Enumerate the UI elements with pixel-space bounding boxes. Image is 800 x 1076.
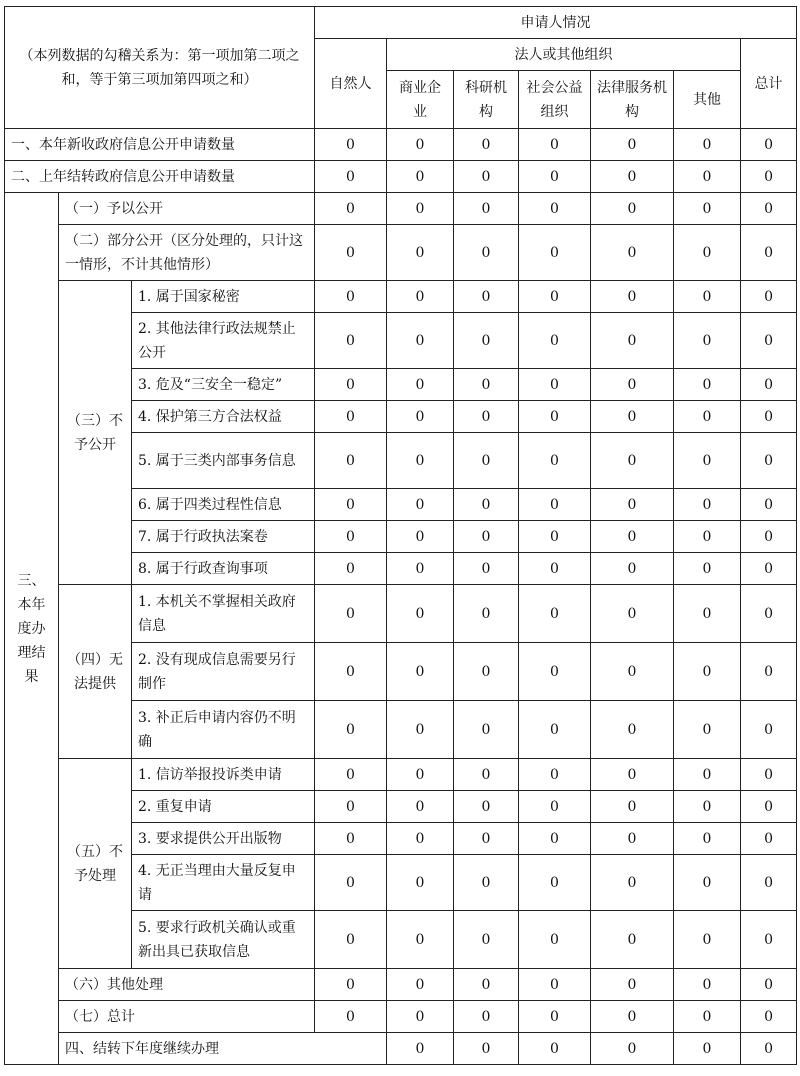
value-cell: 0 <box>454 281 519 313</box>
value-cell: 0 <box>674 911 741 969</box>
value-cell: 0 <box>519 129 591 161</box>
value-cell: 0 <box>674 823 741 855</box>
value-cell: 0 <box>454 489 519 521</box>
value-cell: 0 <box>741 643 797 701</box>
value-cell: 0 <box>519 643 591 701</box>
value-cell: 0 <box>591 401 674 433</box>
value-cell: 0 <box>591 489 674 521</box>
value-cell: 0 <box>387 969 454 1001</box>
value-cell: 0 <box>454 161 519 193</box>
header-note: （本列数据的勾稽关系为：第一项加第二项之和，等于第三项加第四项之和） <box>5 7 315 129</box>
value-cell: 0 <box>674 313 741 369</box>
value-cell: 0 <box>591 643 674 701</box>
value-cell: 0 <box>741 823 797 855</box>
header-applicant: 申请人情况 <box>315 7 797 39</box>
value-cell: 0 <box>591 855 674 911</box>
row-label: 四、结转下年度继续办理 <box>59 1033 387 1065</box>
row-label: 7. 属于行政执法案卷 <box>132 521 315 553</box>
value-cell: 0 <box>674 701 741 759</box>
value-cell: 0 <box>519 969 591 1001</box>
value-cell: 0 <box>741 489 797 521</box>
value-cell: 0 <box>387 433 454 489</box>
value-cell: 0 <box>591 161 674 193</box>
value-cell: 0 <box>741 193 797 225</box>
row-label: 2. 其他法律行政法规禁止公开 <box>132 313 315 369</box>
row-label: 二、上年结转政府信息公开申请数量 <box>5 161 315 193</box>
header-natural-person: 自然人 <box>315 39 387 129</box>
value-cell: 0 <box>674 369 741 401</box>
value-cell: 0 <box>387 791 454 823</box>
value-cell: 0 <box>519 193 591 225</box>
value-cell: 0 <box>674 129 741 161</box>
value-cell: 0 <box>741 855 797 911</box>
header-org-public-welfare: 社会公益组织 <box>519 71 591 129</box>
row-label: 6. 属于四类过程性信息 <box>132 489 315 521</box>
value-cell: 0 <box>674 225 741 281</box>
row-label: （一）予以公开 <box>59 193 315 225</box>
value-cell: 0 <box>741 433 797 489</box>
value-cell: 0 <box>387 281 454 313</box>
value-cell: 0 <box>741 911 797 969</box>
value-cell: 0 <box>454 759 519 791</box>
table-row <box>5 129 797 161</box>
value-cell: 0 <box>741 313 797 369</box>
value-cell: 0 <box>315 969 387 1001</box>
value-cell: 0 <box>519 1001 591 1033</box>
value-cell: 0 <box>387 1001 454 1033</box>
value-cell: 0 <box>454 313 519 369</box>
value-cell: 0 <box>315 823 387 855</box>
row-label: 一、本年新收政府信息公开申请数量 <box>5 129 315 161</box>
value-cell: 0 <box>387 701 454 759</box>
disclosure-report-table <box>4 6 797 1065</box>
value-cell: 0 <box>591 225 674 281</box>
value-cell: 0 <box>519 161 591 193</box>
value-cell: 0 <box>591 969 674 1001</box>
header-total: 总计 <box>741 39 797 129</box>
value-cell: 0 <box>591 553 674 585</box>
value-cell: 0 <box>674 553 741 585</box>
value-cell: 0 <box>519 433 591 489</box>
value-cell: 0 <box>674 193 741 225</box>
value-cell: 0 <box>315 193 387 225</box>
value-cell: 0 <box>454 969 519 1001</box>
row-label: 2. 重复申请 <box>132 791 315 823</box>
value-cell: 0 <box>454 433 519 489</box>
value-cell: 0 <box>674 433 741 489</box>
value-cell: 0 <box>741 701 797 759</box>
value-cell: 0 <box>519 911 591 969</box>
value-cell: 0 <box>454 643 519 701</box>
value-cell: 0 <box>315 911 387 969</box>
value-cell: 0 <box>387 585 454 643</box>
value-cell: 0 <box>519 823 591 855</box>
value-cell: 0 <box>519 855 591 911</box>
value-cell: 0 <box>591 1033 674 1065</box>
row-label: 8. 属于行政查询事项 <box>132 553 315 585</box>
value-cell: 0 <box>591 823 674 855</box>
value-cell: 0 <box>454 369 519 401</box>
value-cell: 0 <box>674 401 741 433</box>
table-row <box>5 585 797 643</box>
header-row-1 <box>5 7 797 39</box>
value-cell: 0 <box>315 161 387 193</box>
value-cell: 0 <box>741 553 797 585</box>
value-cell: 0 <box>674 521 741 553</box>
row-label: 3. 要求提供公开出版物 <box>132 823 315 855</box>
value-cell: 0 <box>591 313 674 369</box>
value-cell: 0 <box>387 553 454 585</box>
value-cell: 0 <box>674 855 741 911</box>
value-cell: 0 <box>741 401 797 433</box>
value-cell: 0 <box>387 823 454 855</box>
value-cell: 0 <box>674 489 741 521</box>
value-cell: 0 <box>454 823 519 855</box>
value-cell: 0 <box>387 401 454 433</box>
table-row <box>5 281 797 313</box>
value-cell: 0 <box>315 643 387 701</box>
value-cell: 0 <box>387 521 454 553</box>
table-row <box>5 1001 797 1033</box>
value-cell: 0 <box>591 701 674 759</box>
value-cell: 0 <box>387 129 454 161</box>
value-cell: 0 <box>741 225 797 281</box>
value-cell: 0 <box>315 585 387 643</box>
value-cell: 0 <box>519 225 591 281</box>
value-cell: 0 <box>387 225 454 281</box>
section-3-label: 三、本年度办理结果 <box>5 193 59 1065</box>
value-cell: 0 <box>315 791 387 823</box>
row-label: （二）部分公开（区分处理的，只计这一情形，不计其他情形） <box>59 225 315 281</box>
value-cell: 0 <box>591 1001 674 1033</box>
row-label: 3. 危及“三安全一稳定” <box>132 369 315 401</box>
value-cell: 0 <box>591 433 674 489</box>
value-cell: 0 <box>674 1033 741 1065</box>
value-cell: 0 <box>454 553 519 585</box>
value-cell: 0 <box>315 369 387 401</box>
value-cell: 0 <box>741 759 797 791</box>
table-row <box>5 969 797 1001</box>
value-cell: 0 <box>674 281 741 313</box>
value-cell: 0 <box>454 911 519 969</box>
value-cell: 0 <box>741 369 797 401</box>
table-row <box>5 1033 797 1065</box>
row-label: 5. 要求行政机关确认或重新出具已获取信息 <box>132 911 315 969</box>
value-cell: 0 <box>519 489 591 521</box>
value-cell: 0 <box>591 585 674 643</box>
table-row <box>5 225 797 281</box>
value-cell: 0 <box>315 281 387 313</box>
value-cell: 0 <box>387 369 454 401</box>
value-cell: 0 <box>315 129 387 161</box>
value-cell: 0 <box>519 1033 591 1065</box>
value-cell: 0 <box>315 701 387 759</box>
value-cell: 0 <box>741 585 797 643</box>
value-cell: 0 <box>387 855 454 911</box>
value-cell: 0 <box>674 643 741 701</box>
value-cell: 0 <box>519 701 591 759</box>
group-label-unable-to-provide: （四）无法提供 <box>59 585 132 759</box>
value-cell: 0 <box>315 521 387 553</box>
row-label: 5. 属于三类内部事务信息 <box>132 433 315 489</box>
value-cell: 0 <box>741 521 797 553</box>
value-cell: 0 <box>315 225 387 281</box>
value-cell: 0 <box>674 791 741 823</box>
value-cell: 0 <box>741 281 797 313</box>
row-label: （六）其他处理 <box>59 969 315 1001</box>
value-cell: 0 <box>591 369 674 401</box>
value-cell: 0 <box>674 585 741 643</box>
value-cell: 0 <box>741 1001 797 1033</box>
value-cell: 0 <box>387 489 454 521</box>
value-cell: 0 <box>315 759 387 791</box>
value-cell: 0 <box>315 401 387 433</box>
value-cell: 0 <box>454 401 519 433</box>
value-cell: 0 <box>741 791 797 823</box>
row-label: 4. 无正当理由大量反复申请 <box>132 855 315 911</box>
value-cell: 0 <box>454 791 519 823</box>
value-cell: 0 <box>387 759 454 791</box>
value-cell: 0 <box>519 759 591 791</box>
value-cell: 0 <box>315 1001 387 1033</box>
value-cell: 0 <box>315 855 387 911</box>
row-label: 1. 信访举报投诉类申请 <box>132 759 315 791</box>
value-cell: 0 <box>519 521 591 553</box>
value-cell: 0 <box>454 1001 519 1033</box>
value-cell: 0 <box>315 553 387 585</box>
row-label: 4. 保护第三方合法权益 <box>132 401 315 433</box>
value-cell: 0 <box>315 313 387 369</box>
header-legal-group: 法人或其他组织 <box>387 39 741 71</box>
value-cell: 0 <box>591 791 674 823</box>
header-org-legal-service: 法律服务机构 <box>591 71 674 129</box>
value-cell: 0 <box>454 855 519 911</box>
value-cell: 0 <box>454 521 519 553</box>
group-label-not-disclosed: （三）不予公开 <box>59 281 132 585</box>
value-cell: 0 <box>591 129 674 161</box>
value-cell: 0 <box>591 193 674 225</box>
value-cell: 0 <box>674 969 741 1001</box>
value-cell: 0 <box>741 129 797 161</box>
header-org-other: 其他 <box>674 71 741 129</box>
header-org-commercial: 商业企业 <box>387 71 454 129</box>
value-cell: 0 <box>387 911 454 969</box>
value-cell: 0 <box>387 643 454 701</box>
value-cell: 0 <box>387 313 454 369</box>
row-label: 3. 补正后申请内容仍不明确 <box>132 701 315 759</box>
row-label: 1. 本机关不掌握相关政府信息 <box>132 585 315 643</box>
value-cell: 0 <box>315 489 387 521</box>
value-cell: 0 <box>454 129 519 161</box>
value-cell: 0 <box>315 433 387 489</box>
value-cell: 0 <box>591 911 674 969</box>
value-cell: 0 <box>741 161 797 193</box>
table-row <box>5 759 797 791</box>
value-cell: 0 <box>519 281 591 313</box>
value-cell: 0 <box>387 161 454 193</box>
row-label: （七）总计 <box>59 1001 315 1033</box>
value-cell: 0 <box>741 1033 797 1065</box>
value-cell: 0 <box>674 1001 741 1033</box>
value-cell: 0 <box>674 759 741 791</box>
value-cell: 0 <box>519 791 591 823</box>
value-cell: 0 <box>519 313 591 369</box>
row-label: 1. 属于国家秘密 <box>132 281 315 313</box>
value-cell: 0 <box>741 969 797 1001</box>
group-label-not-processed: （五）不予处理 <box>59 759 132 969</box>
value-cell: 0 <box>519 401 591 433</box>
header-org-research: 科研机构 <box>454 71 519 129</box>
value-cell: 0 <box>387 193 454 225</box>
value-cell: 0 <box>591 521 674 553</box>
value-cell: 0 <box>454 225 519 281</box>
table-row <box>5 161 797 193</box>
value-cell: 0 <box>454 1033 519 1065</box>
value-cell: 0 <box>519 553 591 585</box>
value-cell: 0 <box>591 281 674 313</box>
value-cell: 0 <box>519 585 591 643</box>
value-cell: 0 <box>519 369 591 401</box>
value-cell: 0 <box>591 759 674 791</box>
value-cell: 0 <box>454 701 519 759</box>
row-label: 2. 没有现成信息需要另行制作 <box>132 643 315 701</box>
value-cell: 0 <box>387 1033 454 1065</box>
value-cell: 0 <box>674 161 741 193</box>
value-cell: 0 <box>454 585 519 643</box>
table-row <box>5 193 797 225</box>
value-cell: 0 <box>454 193 519 225</box>
